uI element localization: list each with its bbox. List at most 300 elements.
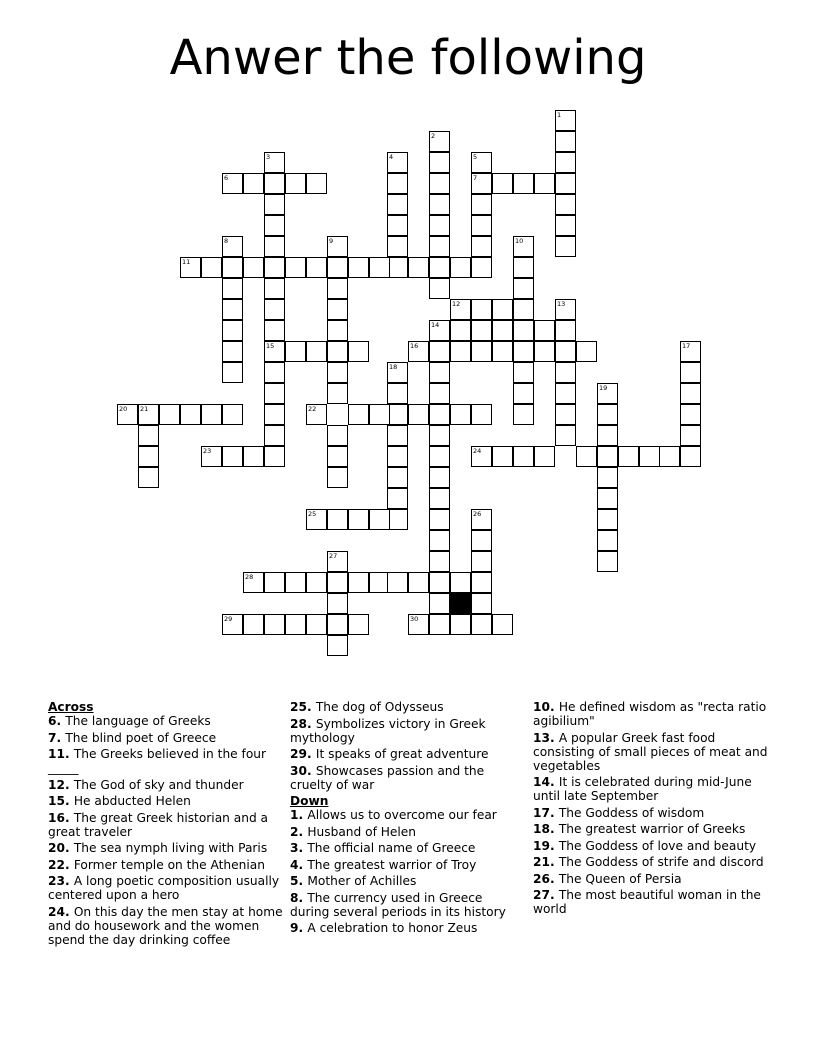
grid-cell[interactable] [243, 173, 264, 194]
clue-item-number: 25. [290, 700, 316, 714]
grid-cell[interactable] [597, 488, 618, 509]
grid-cell[interactable] [597, 404, 618, 425]
grid-cell[interactable] [264, 194, 285, 215]
clue-item-number: 15. [48, 794, 74, 808]
clue-item-number: 11. [48, 747, 74, 761]
clue-item-text: Allows us to overcome our fear [307, 808, 497, 822]
grid-cell[interactable] [429, 404, 450, 425]
clue-item-text: The greatest warrior of Troy [307, 857, 477, 872]
grid-cell[interactable] [597, 467, 618, 488]
grid-cell[interactable] [555, 215, 576, 236]
grid-cell[interactable] [264, 257, 285, 278]
grid-cell[interactable] [450, 572, 471, 593]
grid-cell[interactable] [639, 446, 660, 467]
grid-cell[interactable] [534, 446, 555, 467]
grid-cell[interactable] [471, 236, 492, 257]
grid-cell[interactable] [471, 341, 492, 362]
grid-cell[interactable] [492, 341, 513, 362]
grid-cell[interactable] [471, 509, 492, 530]
grid-cell[interactable] [222, 320, 243, 341]
grid-cell[interactable] [327, 362, 348, 383]
grid-cell[interactable] [471, 320, 492, 341]
grid-cell[interactable] [597, 530, 618, 551]
clue-item-text: The God of sky and thunder [73, 777, 244, 792]
grid-cell[interactable] [264, 614, 285, 635]
clue-item [290, 808, 515, 822]
grid-cell[interactable] [680, 383, 701, 404]
grid-cell[interactable] [429, 551, 450, 572]
grid-cell[interactable] [222, 404, 243, 425]
grid-cell[interactable] [348, 404, 369, 425]
clue-item-text: Showcases passion and the cruelty of war [290, 763, 485, 792]
clue-number: 10 [515, 237, 524, 245]
grid-cell[interactable] [471, 446, 492, 467]
grid-cell[interactable] [576, 446, 597, 467]
grid-cell[interactable] [659, 446, 680, 467]
grid-cell[interactable] [429, 257, 450, 278]
grid-cell[interactable] [492, 446, 513, 467]
clue-item [533, 700, 773, 728]
clue-item-number: 8. [290, 890, 308, 905]
grid-cell[interactable] [327, 278, 348, 299]
grid-cell[interactable] [327, 509, 348, 530]
clue-item-number: 9. [290, 921, 308, 935]
grid-cell[interactable] [429, 152, 450, 173]
clue-item-text: The Queen of Persia [558, 871, 682, 886]
grid-cell[interactable] [201, 257, 222, 278]
clue-item-text: Husband of Helen [307, 824, 417, 839]
clue-item [48, 714, 288, 728]
grid-cell[interactable] [555, 131, 576, 152]
grid-cell[interactable] [492, 320, 513, 341]
grid-cell[interactable] [471, 173, 492, 194]
grid-cell[interactable] [429, 320, 450, 341]
grid-cell[interactable] [408, 614, 429, 635]
grid-cell[interactable] [555, 383, 576, 404]
clue-item-text: He defined wisdom as "recta ratio agibilium" [533, 700, 767, 728]
grid-cell[interactable] [222, 446, 243, 467]
grid-cell[interactable] [243, 446, 264, 467]
clue-item-text: Former temple on the Athenian [73, 857, 265, 872]
clue-item [290, 874, 515, 888]
grid-cell[interactable] [369, 257, 390, 278]
clue-item-number: 24. [48, 904, 74, 919]
grid-cell[interactable] [555, 341, 576, 362]
grid-cell[interactable] [387, 194, 408, 215]
grid-cell[interactable] [306, 614, 327, 635]
grid-cell[interactable] [513, 236, 534, 257]
clue-number: 23 [203, 447, 212, 455]
grid-cell[interactable] [222, 173, 243, 194]
grid-cell[interactable] [513, 320, 534, 341]
grid-cell[interactable] [408, 404, 429, 425]
grid-cell[interactable] [555, 425, 576, 446]
clue-item-number: 26. [533, 871, 559, 886]
grid-cell[interactable] [555, 152, 576, 173]
grid-cell[interactable] [285, 341, 306, 362]
grid-cell[interactable] [264, 173, 285, 194]
grid-cell[interactable] [264, 362, 285, 383]
grid-cell[interactable] [492, 173, 513, 194]
clue-number: 27 [329, 552, 338, 560]
clue-item-text: The language of Greeks [65, 714, 211, 728]
clue-item-number: 2. [290, 824, 308, 839]
grid-cell[interactable] [327, 635, 348, 656]
grid-cell[interactable] [450, 614, 471, 635]
clue-item-text: A popular Greek fast food consisting of small pieces of meat and vegetables [533, 730, 768, 773]
grid-cell[interactable] [285, 572, 306, 593]
clue-item [533, 872, 773, 886]
grid-cell[interactable] [387, 446, 408, 467]
grid-cell[interactable] [555, 173, 576, 194]
grid-cell[interactable] [555, 404, 576, 425]
grid-cell[interactable] [327, 383, 348, 404]
grid-cell[interactable] [408, 341, 429, 362]
clue-number: 24 [473, 447, 482, 455]
grid-cell[interactable] [327, 236, 348, 257]
grid-cell[interactable] [429, 614, 450, 635]
clue-item [290, 747, 515, 761]
clue-number: 2 [431, 132, 436, 140]
grid-cell[interactable] [429, 131, 450, 152]
grid-cell[interactable] [387, 425, 408, 446]
grid-cell[interactable] [348, 509, 369, 530]
grid-cell[interactable] [471, 530, 492, 551]
clues-column-3 [533, 700, 773, 919]
grid-cell[interactable] [471, 299, 492, 320]
grid-cell[interactable] [327, 425, 348, 446]
clue-item-text: He abducted Helen [73, 794, 191, 808]
grid-cell[interactable] [471, 614, 492, 635]
grid-cell[interactable] [306, 404, 327, 425]
grid-cell[interactable] [264, 341, 285, 362]
grid-cell[interactable] [429, 425, 450, 446]
grid-cell[interactable] [327, 299, 348, 320]
grid-cell[interactable] [555, 299, 576, 320]
grid-cell[interactable] [450, 320, 471, 341]
grid-cell[interactable] [327, 593, 348, 614]
grid-cell[interactable] [285, 173, 306, 194]
grid-cell[interactable] [387, 404, 408, 425]
clue-item [533, 888, 773, 916]
clue-number: 22 [308, 405, 317, 413]
clue-item-text: Mother of Achilles [307, 874, 417, 888]
grid-cell[interactable] [513, 341, 534, 362]
grid-cell[interactable] [680, 404, 701, 425]
grid-cell[interactable] [680, 341, 701, 362]
clue-number: 13 [557, 300, 566, 308]
grid-cell[interactable] [597, 446, 618, 467]
clue-item [48, 874, 288, 902]
grid-cell[interactable] [680, 446, 701, 467]
clue-item [48, 858, 288, 872]
clue-item-text: The blind poet of Greece [65, 730, 217, 745]
grid-cell[interactable] [306, 509, 327, 530]
grid-cell[interactable] [387, 362, 408, 383]
grid-cell[interactable] [534, 173, 555, 194]
grid-cell[interactable] [387, 257, 408, 278]
clue-item-number: 30. [290, 763, 316, 778]
grid-cell[interactable] [576, 341, 597, 362]
grid-cell[interactable] [513, 362, 534, 383]
grid-cell[interactable] [555, 194, 576, 215]
clue-item-number: 29. [290, 747, 316, 761]
grid-cell[interactable] [306, 341, 327, 362]
grid-cell[interactable] [138, 467, 159, 488]
grid-cell[interactable] [513, 404, 534, 425]
grid-cell[interactable] [513, 446, 534, 467]
grid-cell[interactable] [429, 383, 450, 404]
clue-item-number: 17. [533, 805, 559, 820]
clue-item [290, 891, 515, 919]
grid-cell[interactable] [429, 362, 450, 383]
clue-number: 21 [140, 405, 149, 413]
grid-cell[interactable] [369, 509, 390, 530]
clue-number: 26 [473, 510, 482, 518]
grid-cell[interactable] [450, 299, 471, 320]
grid-cell[interactable] [429, 278, 450, 299]
grid-cell[interactable] [243, 572, 264, 593]
grid-cell[interactable] [264, 152, 285, 173]
grid-cell[interactable] [222, 341, 243, 362]
grid-cell[interactable] [264, 320, 285, 341]
grid-cell[interactable] [513, 299, 534, 320]
grid-cell[interactable] [201, 446, 222, 467]
grid-cell[interactable] [306, 173, 327, 194]
grid-cell[interactable] [492, 614, 513, 635]
grid-cell[interactable] [117, 404, 138, 425]
grid-cell[interactable] [408, 572, 429, 593]
grid-cell[interactable] [429, 467, 450, 488]
grid-cell[interactable] [534, 341, 555, 362]
clue-item-number: 3. [290, 841, 308, 855]
grid-cell[interactable] [327, 614, 348, 635]
grid-cell[interactable] [348, 257, 369, 278]
grid-cell[interactable] [471, 215, 492, 236]
clue-item [290, 921, 515, 935]
clue-item-number: 7. [48, 730, 66, 745]
grid-cell[interactable] [222, 236, 243, 257]
grid-cell[interactable] [387, 236, 408, 257]
grid-cell[interactable] [264, 425, 285, 446]
grid-cell[interactable] [369, 404, 390, 425]
grid-cell[interactable] [327, 467, 348, 488]
grid-cell[interactable] [597, 509, 618, 530]
clue-item [290, 764, 515, 792]
grid-cell[interactable] [264, 278, 285, 299]
clue-number: 9 [329, 237, 334, 245]
grid-cell[interactable] [597, 383, 618, 404]
grid-cell[interactable] [429, 215, 450, 236]
grid-cell[interactable] [222, 257, 243, 278]
grid-cell[interactable] [429, 341, 450, 362]
clue-item [533, 822, 773, 836]
clue-item-text: The greatest warrior of Greeks [558, 822, 746, 836]
grid-cell[interactable] [285, 257, 306, 278]
clue-item-text: The most beautiful woman in the world [533, 888, 761, 916]
grid-cell[interactable] [555, 236, 576, 257]
grid-cell[interactable] [429, 173, 450, 194]
clue-number: 8 [224, 237, 229, 245]
grid-cell[interactable] [180, 257, 201, 278]
grid-cell[interactable] [429, 593, 450, 614]
grid-cell[interactable] [222, 614, 243, 635]
grid-cell[interactable] [264, 383, 285, 404]
grid-cell[interactable] [471, 152, 492, 173]
clue-number: 28 [245, 573, 254, 581]
grid-cell[interactable] [222, 362, 243, 383]
grid-cell[interactable] [387, 173, 408, 194]
grid-cell[interactable] [680, 362, 701, 383]
clue-item [290, 825, 515, 839]
grid-cell[interactable] [513, 383, 534, 404]
grid-cell[interactable] [680, 425, 701, 446]
clue-item-text: The official name of Greece [307, 841, 476, 855]
grid-cell[interactable] [471, 404, 492, 425]
grid-cell[interactable] [387, 488, 408, 509]
grid-cell[interactable] [387, 152, 408, 173]
grid-cell[interactable] [138, 446, 159, 467]
grid-cell[interactable] [348, 614, 369, 635]
clue-number: 14 [431, 321, 440, 329]
grid-cell[interactable] [555, 110, 576, 131]
grid-cell[interactable] [513, 257, 534, 278]
clue-number: 25 [308, 510, 317, 518]
grid-cell[interactable] [429, 194, 450, 215]
grid-cell[interactable] [243, 614, 264, 635]
grid-cell[interactable] [387, 509, 408, 530]
clue-item [533, 775, 773, 803]
grid-cell[interactable] [513, 278, 534, 299]
grid-cell[interactable] [327, 572, 348, 593]
clue-item-number: 10. [533, 700, 559, 714]
grid-cell[interactable] [264, 572, 285, 593]
clue-item [533, 731, 773, 773]
clue-item [290, 717, 515, 745]
grid-cell[interactable] [534, 320, 555, 341]
grid-cell[interactable] [429, 572, 450, 593]
grid-cell[interactable] [201, 404, 222, 425]
grid-cell[interactable] [429, 488, 450, 509]
grid-cell[interactable] [513, 173, 534, 194]
grid-cell[interactable] [264, 215, 285, 236]
clue-item-number: 12. [48, 777, 74, 792]
clue-item-number: 21. [533, 855, 559, 869]
clue-item-number: 13. [533, 730, 559, 745]
grid-cell[interactable] [264, 236, 285, 257]
grid-cell[interactable] [306, 572, 327, 593]
grid-cell[interactable] [264, 299, 285, 320]
grid-cell[interactable] [138, 425, 159, 446]
grid-cell[interactable] [327, 257, 348, 278]
clue-item-number: 23. [48, 874, 74, 888]
clue-item-text: The Goddess of wisdom [558, 805, 705, 820]
grid-cell[interactable] [306, 257, 327, 278]
clue-item-number: 5. [290, 874, 308, 888]
grid-cell[interactable] [450, 341, 471, 362]
grid-cell[interactable] [471, 194, 492, 215]
grid-cell[interactable] [387, 215, 408, 236]
grid-cell[interactable] [387, 572, 408, 593]
clue-item [533, 806, 773, 820]
clue-number: 7 [473, 174, 478, 182]
clue-item [48, 794, 288, 808]
clue-item-text: The dog of Odysseus [315, 700, 444, 714]
down-clue-list [290, 808, 515, 935]
grid-cell[interactable] [285, 614, 306, 635]
grid-cell[interactable] [471, 572, 492, 593]
clue-item-number: 6. [48, 714, 66, 728]
clue-item [533, 855, 773, 869]
grid-cell[interactable] [348, 572, 369, 593]
grid-cell[interactable] [138, 404, 159, 425]
grid-cell[interactable] [264, 404, 285, 425]
grid-cell[interactable] [348, 341, 369, 362]
clues-column-1 [48, 700, 288, 949]
grid-cell[interactable] [597, 425, 618, 446]
clue-number: 4 [389, 153, 394, 161]
grid-cell[interactable] [408, 257, 429, 278]
grid-cell[interactable] [555, 362, 576, 383]
grid-cell[interactable] [327, 446, 348, 467]
clue-number: 3 [266, 153, 271, 161]
grid-cell[interactable] [327, 320, 348, 341]
grid-cell[interactable] [429, 509, 450, 530]
clue-item-number: 22. [48, 857, 74, 872]
clue-item-number: 18. [533, 822, 559, 836]
grid-cell[interactable] [450, 257, 471, 278]
grid-cell[interactable] [597, 551, 618, 572]
clue-item [290, 858, 515, 872]
grid-cell[interactable] [471, 593, 492, 614]
grid-cell[interactable] [222, 278, 243, 299]
clue-item [48, 905, 288, 947]
clues-column-2 [290, 700, 515, 938]
grid-cell[interactable] [429, 446, 450, 467]
clue-item [48, 778, 288, 792]
grid-cell[interactable] [387, 383, 408, 404]
grid-cell[interactable] [492, 299, 513, 320]
page-title: Anwer the following [169, 30, 647, 86]
across-clue-list-continued [290, 700, 515, 792]
grid-cell[interactable] [327, 551, 348, 572]
grid-cell[interactable] [555, 320, 576, 341]
grid-cell[interactable] [429, 236, 450, 257]
clue-item-number: 20. [48, 841, 74, 855]
clue-item-number: 16. [48, 810, 74, 825]
grid-cell[interactable] [471, 257, 492, 278]
clue-item-text: A long poetic composition usually centered upon a hero [48, 874, 280, 902]
clue-item-text: The great Greek historian and a great traveler [48, 810, 269, 839]
grid-cell[interactable] [327, 341, 348, 362]
grid-cell[interactable] [387, 467, 408, 488]
grid-cell[interactable] [618, 446, 639, 467]
grid-cell[interactable] [471, 551, 492, 572]
grid-cell[interactable] [264, 446, 285, 467]
grid-cell[interactable] [243, 257, 264, 278]
clue-number: 29 [224, 615, 233, 623]
grid-cell[interactable] [429, 530, 450, 551]
grid-cell[interactable] [222, 299, 243, 320]
down-heading: Down [290, 794, 329, 808]
clue-item-number: 14. [533, 775, 559, 789]
clue-item [48, 811, 288, 839]
grid-cell[interactable] [180, 404, 201, 425]
grid-cell[interactable] [450, 404, 471, 425]
clue-item-text: The sea nymph living with Paris [73, 841, 268, 855]
grid-cell[interactable] [159, 404, 180, 425]
across-heading: Across [48, 700, 94, 714]
